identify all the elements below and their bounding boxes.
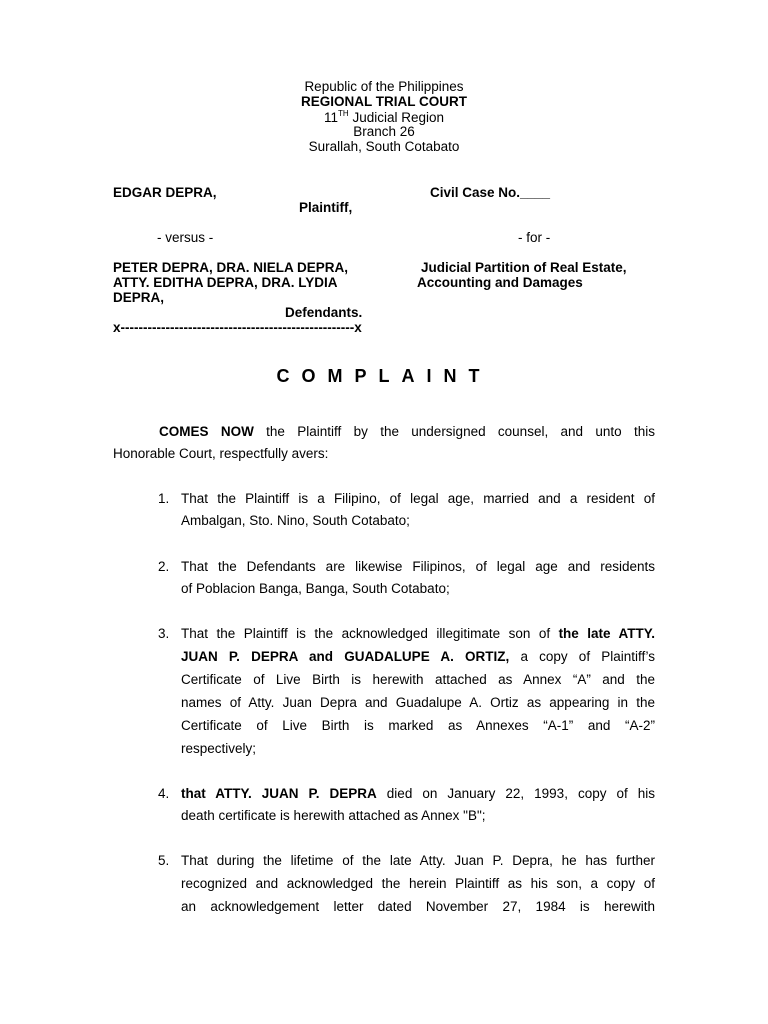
item-3-line-1-text: That the Plaintiff is the acknowledged illegitimate son of	[181, 626, 559, 641]
intro-line-1	[113, 421, 655, 444]
item-2-line-2: of Poblacion Banga, Banga, South Cotabato;	[181, 581, 450, 596]
defendants-line-3: DEPRA,	[113, 290, 165, 305]
item-1-line-1: That the Plaintiff is a Filipino, of legal age, married and a resident of	[181, 491, 655, 506]
item-4-line-2: death certificate is herewith attached as Annex "B";	[181, 808, 486, 823]
court-name: REGIONAL TRIAL COURT	[300, 94, 467, 109]
item-5-line-2: recognized and acknowledged the herein Plaintiff as his son, a copy of	[181, 876, 655, 891]
region-text: Judicial Region	[348, 110, 444, 125]
defendants-label: Defendants.	[285, 305, 363, 320]
document-title: COMPLAINT	[276, 366, 492, 386]
region-superscript: TH	[338, 109, 349, 118]
item-3-line-4: names of Atty. Juan Depra and Guadalupe A. Ortiz as appearing in the	[181, 695, 655, 710]
item-1-line-2: Ambalgan, Sto. Nino, South Cotabato;	[181, 513, 410, 528]
caption-separator: x----------------------------------------------------x	[113, 320, 362, 335]
item-4-number: 4.	[158, 786, 170, 801]
versus-label: - versus -	[157, 230, 214, 245]
intro-lead: COMES NOW	[159, 424, 254, 439]
action-line-2: Accounting and Damages	[417, 275, 583, 290]
item-3-number: 3.	[158, 626, 170, 641]
intro-line-1-rest: the Plaintiff by the undersigned counsel, and unto this	[253, 424, 655, 439]
plaintiff-name: EDGAR DEPRA,	[113, 185, 217, 200]
item-5-line-3: an acknowledgement letter dated November 27, 1984 is herewith	[181, 899, 655, 914]
region-number: 11	[324, 110, 339, 125]
item-3-line-1-bold: the late ATTY.	[558, 626, 655, 641]
item-4-line-1	[181, 783, 655, 806]
judicial-region	[0, 109, 768, 125]
for-label: - for -	[518, 230, 551, 245]
item-2-line-1: That the Defendants are likewise Filipinos, of legal age and residents	[181, 559, 655, 574]
item-5-line-1: That during the lifetime of the late Atty. Juan P. Depra, he has further	[181, 853, 655, 868]
item-4-line-1-bold: that ATTY. JUAN P. DEPRA	[181, 786, 377, 801]
item-2-number: 2.	[158, 559, 170, 574]
item-3-line-6: respectively;	[181, 741, 257, 756]
defendants-line-1: PETER DEPRA, DRA. NIELA DEPRA,	[113, 260, 349, 275]
branch-line: Branch 26	[353, 124, 415, 139]
item-4-line-1-text: died on January 22, 1993, copy of his	[376, 786, 655, 801]
item-3-line-2-text: a copy of Plaintiff’s	[509, 649, 656, 664]
item-3-line-3: Certificate of Live Birth is herewith attached as Annex “A” and the	[181, 672, 655, 687]
place-line: Surallah, South Cotabato	[308, 139, 460, 154]
item-3-line-1	[181, 623, 655, 646]
intro-line-2: Honorable Court, respectfully avers:	[113, 446, 329, 461]
item-3-line-2	[181, 646, 655, 669]
plaintiff-label: Plaintiff,	[299, 200, 353, 215]
item-5-number: 5.	[158, 853, 170, 868]
item-3-line-2-bold: JUAN P. DEPRA and GUADALUPE A. ORTIZ,	[181, 649, 510, 664]
item-3-line-5: Certificate of Live Birth is marked as Annexes “A-1” and “A-2”	[181, 718, 655, 733]
action-line-1: Judicial Partition of Real Estate,	[421, 260, 627, 275]
item-1-number: 1.	[158, 491, 170, 506]
republic-line: Republic of the Philippines	[304, 79, 464, 94]
defendants-line-2: ATTY. EDITHA DEPRA, DRA. LYDIA	[113, 275, 338, 290]
civil-case-number: Civil Case No.____	[430, 185, 551, 200]
